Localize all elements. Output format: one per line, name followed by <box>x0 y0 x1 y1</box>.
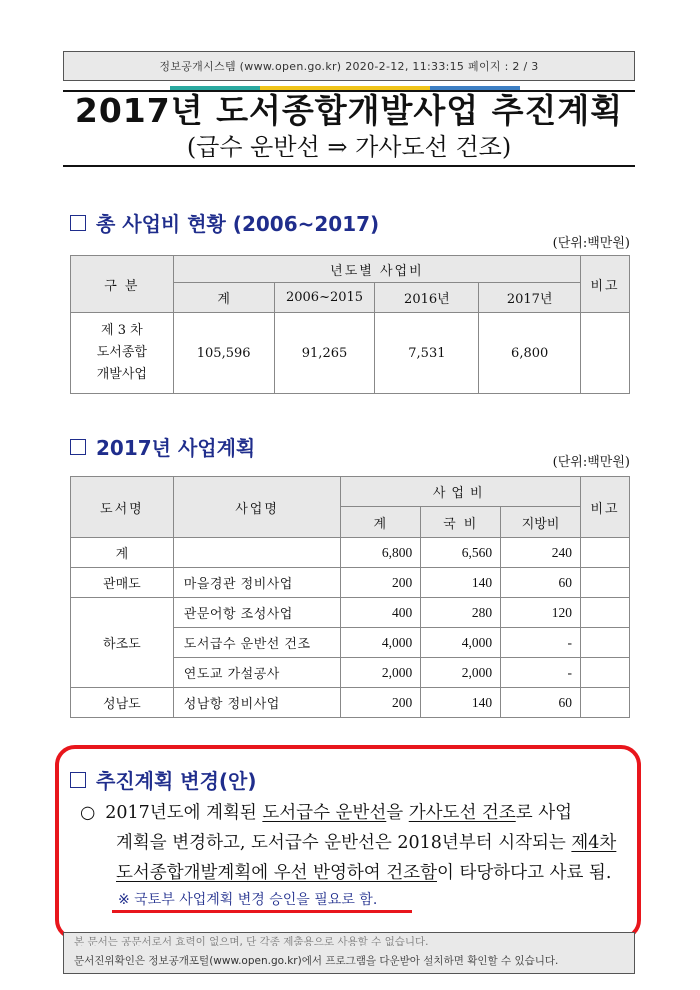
section3-heading <box>70 765 256 794</box>
section2-heading <box>70 432 255 461</box>
footer-bar <box>63 932 635 974</box>
cell-project: 도서급수 운반선 건조 <box>173 628 341 658</box>
cell-local: - <box>501 628 581 658</box>
paragraph-line-1 <box>80 798 640 828</box>
th-note: 비고 <box>581 256 630 313</box>
table-row <box>71 538 630 568</box>
note-red-underline <box>112 910 412 913</box>
system-header-text: 정보공개시스템 (www.open.go.kr) 2020-2-12, 11:33:15 페이지 : 2 / 3 <box>159 60 539 73</box>
paragraph-line-2 <box>116 828 636 858</box>
bullet-circle-icon: ○ <box>80 803 96 823</box>
cell-local: 240 <box>501 538 581 568</box>
th-project: 사업명 <box>173 477 341 538</box>
section3-heading-text: 추진계획 변경(안) <box>96 769 257 793</box>
cell-project <box>173 538 341 568</box>
cell-local: 60 <box>501 568 581 598</box>
cell-note <box>581 628 630 658</box>
cell-project: 연도교 가설공사 <box>173 658 341 688</box>
checkbox-square-icon <box>70 772 86 788</box>
row-label-line: 제 3 차 <box>101 323 143 338</box>
row-label-cell <box>71 313 174 394</box>
cell-note <box>581 313 630 394</box>
cell-2006-2015: 91,265 <box>274 313 375 394</box>
document-title: 2017년 도서종합개발사업 추진계획 <box>74 91 624 130</box>
cell-local: 60 <box>501 688 581 718</box>
cell-note <box>581 568 630 598</box>
cell-2016: 7,531 <box>375 313 479 394</box>
cell-note <box>581 538 630 568</box>
cell-note <box>581 598 630 628</box>
cell-local: 120 <box>501 598 581 628</box>
underlined-text: 제4차 <box>571 833 617 853</box>
th-local: 지방비 <box>501 507 581 538</box>
cell-total: 200 <box>341 688 421 718</box>
cell-project: 관문어항 조성사업 <box>173 598 341 628</box>
text: 2017년도에 계획된 <box>105 803 263 823</box>
cell-national: 2,000 <box>421 658 501 688</box>
th-cost: 사업비 <box>341 477 581 507</box>
th-island: 도서명 <box>71 477 174 538</box>
document-subtitle: (급수 운반선 ⇒ 가사도선 건조) <box>186 133 512 161</box>
system-header-bar <box>63 51 635 81</box>
section2-heading-text: 2017년 사업계획 <box>96 436 256 460</box>
title-rule-bottom <box>63 165 635 167</box>
plan-2017-table <box>70 476 630 718</box>
cell-national: 4,000 <box>421 628 501 658</box>
cell-total: 105,596 <box>173 313 274 394</box>
cell-island: 관매도 <box>71 568 174 598</box>
cell-note <box>581 688 630 718</box>
th-category: 구 분 <box>71 256 174 313</box>
cell-island: 성남도 <box>71 688 174 718</box>
cell-project: 마을경관 정비사업 <box>173 568 341 598</box>
table-row <box>71 568 630 598</box>
cell-total: 4,000 <box>341 628 421 658</box>
cell-total: 200 <box>341 568 421 598</box>
cell-total: 6,800 <box>341 538 421 568</box>
row-label-line: 도서종합 <box>96 345 147 360</box>
th-yearly-cost: 년도별 사업비 <box>173 256 580 283</box>
cell-project: 성남항 정비사업 <box>173 688 341 718</box>
paragraph-line-3 <box>116 858 636 888</box>
cell-total: 400 <box>341 598 421 628</box>
underlined-text: 도서종합개발계획에 우선 반영하여 건조함 <box>116 863 437 883</box>
cell-national: 140 <box>421 568 501 598</box>
section1-unit: (단위:백만원) <box>552 236 630 251</box>
cell-2017: 6,800 <box>479 313 581 394</box>
section1-heading <box>70 208 379 237</box>
underlined-text: 가사도선 건조 <box>408 803 516 823</box>
footer-line-2: 문서진위확인은 정보공개포털(www.open.go.kr)에서 프로그램을 다운받아 설치하면 확인할 수 있습니다. <box>74 955 559 967</box>
section1-heading-text: 총 사업비 현황 (2006~2017) <box>96 212 380 236</box>
cell-island: 하조도 <box>71 598 174 688</box>
text: 로 사업 <box>515 803 573 823</box>
cell-note <box>581 658 630 688</box>
cell-island: 계 <box>71 538 174 568</box>
approval-note: ※ 국토부 사업계획 변경 승인을 필요로 함. <box>118 892 378 908</box>
cell-national: 6,560 <box>421 538 501 568</box>
cell-local: - <box>501 658 581 688</box>
th-total: 계 <box>173 283 274 313</box>
th-2016: 2016년 <box>375 283 479 313</box>
text: 을 <box>386 803 409 823</box>
cell-national: 140 <box>421 688 501 718</box>
text: 이 타당하다고 사료 됨. <box>436 863 612 883</box>
underlined-text: 도서급수 운반선 <box>262 803 387 823</box>
section2-unit: (단위:백만원) <box>552 455 630 470</box>
footer-line-1: 본 문서는 공문서로서 효력이 없으며, 단 각종 제출용으로 사용할 수 없습니다. <box>74 936 429 946</box>
text: 계획을 변경하고, 도서급수 운반선은 2018년부터 시작되는 <box>116 833 572 853</box>
row-label-line: 개발사업 <box>96 367 147 382</box>
th-2006-2015: 2006~2015 <box>274 283 375 313</box>
cell-total: 2,000 <box>341 658 421 688</box>
th-2017: 2017년 <box>479 283 581 313</box>
th-national: 국 비 <box>421 507 501 538</box>
table-row <box>71 688 630 718</box>
th-total: 계 <box>341 507 421 538</box>
checkbox-square-icon <box>70 439 86 455</box>
cell-national: 280 <box>421 598 501 628</box>
checkbox-square-icon <box>70 215 86 231</box>
th-note: 비고 <box>581 477 630 538</box>
total-budget-table <box>70 255 630 394</box>
table-row <box>71 598 630 628</box>
